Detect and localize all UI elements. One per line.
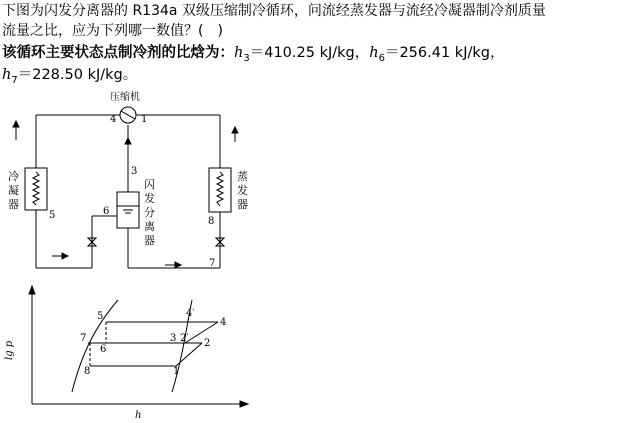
h3-subscript: 3: [243, 52, 250, 64]
condenser-coil: [33, 172, 39, 205]
h3-symbol: h: [234, 45, 244, 61]
lgp-h-diagram: [29, 286, 248, 407]
diag-point-6: 6: [100, 344, 107, 355]
given-intro: 该循环主要状态点制冷剂的比焓为：: [2, 45, 234, 61]
arrow-left-up-head: [13, 121, 19, 127]
compression-1-2: [176, 343, 202, 366]
flash-label-char-3: 分: [144, 206, 155, 219]
sch-point-3: 3: [131, 166, 138, 177]
h3-value: ＝410.25 kJ/kg，: [249, 45, 370, 61]
cycle-schematic: [13, 107, 238, 268]
sch-point-5: 5: [49, 210, 56, 221]
diagram-ylabel: lg p: [4, 340, 15, 360]
diag-point-4p: 4′: [186, 308, 195, 319]
question-line-1: 下图为闪发分离器的 R134a 双级压缩制冷循环，问流经蒸发器与流经冷凝器制冷剂质量: [2, 3, 546, 19]
evaporator-label-char-1: 蒸: [237, 170, 248, 183]
diagram-y-axis-arrow: [29, 286, 35, 294]
compressor-inner-line: [121, 111, 135, 119]
evaporator-label-char-2: 发: [237, 184, 248, 197]
diag-point-7: 7: [80, 333, 87, 344]
sch-point-4: 4: [110, 114, 117, 125]
diag-point-4: 4: [220, 317, 227, 328]
h6-value: ＝256.41 kJ/kg，: [384, 45, 505, 61]
condenser-label-char-1: 冷: [8, 170, 19, 183]
evaporator-coil: [217, 172, 223, 206]
condenser-label-char-2: 凝: [8, 184, 19, 197]
compression-3-4: [185, 322, 218, 343]
sch-point-6: 6: [103, 206, 110, 217]
diag-point-5: 5: [97, 311, 104, 322]
h7-value: ＝228.50 kJ/kg。: [17, 67, 138, 83]
diagram-xlabel: h: [135, 410, 142, 421]
arrow-bottom-left-head: [62, 253, 68, 259]
question-line-2: 流量之比，应为下列哪一数值？( ): [2, 23, 223, 39]
condenser-label-char-3: 器: [8, 198, 19, 211]
h7-subscript: 7: [11, 74, 18, 86]
arrow-bottom-right-head: [175, 262, 181, 268]
flash-label-char-4: 离: [144, 220, 155, 233]
diag-point-2: 2: [204, 338, 211, 349]
diag-point-3: 3: [170, 333, 177, 344]
h6-symbol: h: [369, 45, 379, 61]
sch-point-7: 7: [209, 258, 216, 269]
sch-point-8: 8: [208, 216, 215, 227]
diag-point-2p: 2′: [180, 333, 189, 344]
diag-point-8: 8: [84, 366, 91, 377]
arrow-right-up-head: [232, 127, 238, 133]
saturated-liquid-line: [72, 300, 118, 392]
h7-symbol: h: [2, 67, 12, 83]
sch-point-1: 1: [141, 114, 148, 125]
evaporator-label-char-3: 器: [237, 198, 248, 211]
diagram-x-axis-arrow: [240, 401, 248, 407]
diag-point-1: 1: [173, 366, 180, 377]
h6-subscript: 6: [378, 52, 385, 64]
compressor-label: 压缩机: [110, 92, 140, 103]
flash-label-char-1: 闪: [144, 178, 155, 191]
flash-label-char-2: 发: [144, 192, 155, 205]
arrow-center-up-head: [125, 138, 131, 144]
flash-label-char-5: 器: [144, 234, 155, 247]
